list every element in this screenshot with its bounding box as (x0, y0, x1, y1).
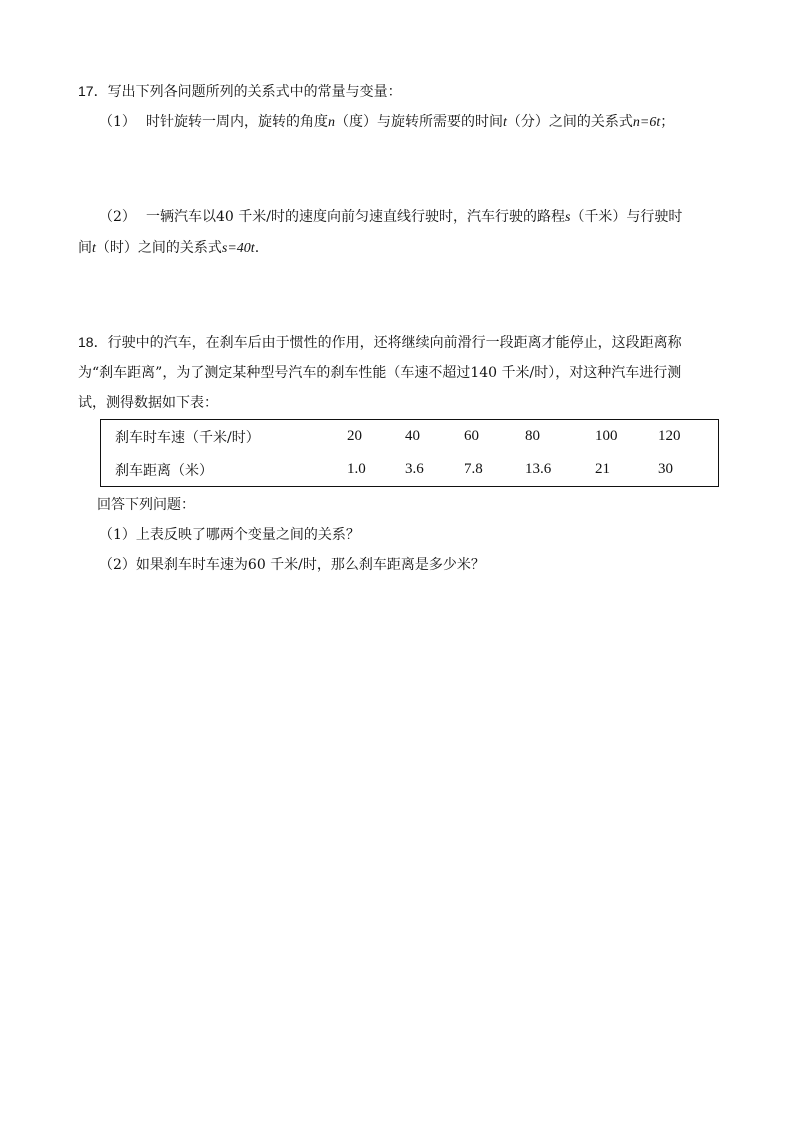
braking-data-table (100, 419, 719, 487)
variable-t: t (503, 115, 507, 130)
table-cell: 60 (464, 428, 479, 444)
sub-question-text: 时针旋转一周内，旋转的角度 (146, 114, 328, 130)
sub-question-text: （时）之间的关系式 (95, 240, 222, 256)
table-cell: 3.6 (405, 461, 424, 477)
sub-question-text: 间 (78, 240, 92, 256)
sub-question-text: （1）上表反映了哪两个变量之间的关系？ (99, 527, 360, 543)
question-text: 行驶中的汽车，在刹车后由于惯性的作用，还将继续向前滑行一段距离才能停止，这段距离称 (107, 335, 682, 351)
row-label-speed: 刹车时车速（千米/时） (115, 429, 260, 446)
table-cell: 20 (347, 428, 362, 444)
table-cell: 13.6 (525, 461, 552, 477)
question-17-part-2-line-1 (99, 208, 682, 227)
table-cell: 100 (595, 428, 618, 444)
question-18-sub-2 (99, 556, 485, 574)
sub-question-text: （千米）与行驶时 (570, 209, 683, 225)
table-cell: 40 (405, 428, 420, 444)
question-number: 18． (78, 334, 108, 350)
question-17-part-1 (99, 113, 674, 132)
table-cell: 21 (595, 461, 610, 477)
sub-question-text: （2）如果刹车时车速为60 千米/时，那么刹车距离是多少米？ (99, 557, 485, 573)
question-18-line-3 (78, 394, 218, 412)
question-17-stem (78, 82, 402, 101)
table-cell: 30 (658, 461, 673, 477)
table-cell: 80 (525, 428, 540, 444)
question-17-part-2-line-2 (78, 239, 259, 258)
punctuation: ； (660, 114, 675, 130)
table-row (101, 420, 719, 454)
row-label-distance: 刹车距离（米） (115, 462, 213, 479)
formula: n=6t (632, 115, 661, 130)
sub-question-number: （2） (99, 209, 136, 225)
sub-question-number: （1） (99, 114, 136, 130)
variable-n: n (328, 115, 335, 130)
sub-question-text: （分）之间的关系式 (506, 114, 633, 130)
table-cell: 1.0 (347, 461, 366, 477)
sub-question-text: （度）与旋转所需要的时间 (335, 114, 503, 130)
question-text: 试，测得数据如下表： (78, 395, 218, 411)
question-18-sub-1 (99, 526, 360, 544)
question-18-line-2 (78, 364, 681, 382)
punctuation: . (254, 240, 260, 256)
question-text: 写出下列各问题所列的关系式中的常量与变量： (107, 84, 402, 100)
sub-question-text: 一辆汽车以40 千米/时的速度向前匀速直线行驶时，汽车行驶的路程 (146, 209, 565, 225)
question-number: 17． (78, 83, 108, 99)
prompt-text: 回答下列问题： (97, 497, 195, 513)
variable-s: s (564, 210, 571, 225)
question-text: 为“刹车距离”，为了测定某种型号汽车的刹车性能（车速不超过140 千米/时），对这种汽车进行测 (78, 365, 682, 381)
answer-prompt (97, 496, 195, 514)
table-row (101, 453, 719, 487)
question-18-line-1 (78, 333, 682, 352)
variable-t: t (92, 241, 96, 256)
table-cell: 7.8 (464, 461, 483, 477)
formula: s=40t (221, 241, 255, 256)
table-cell: 120 (658, 428, 681, 444)
